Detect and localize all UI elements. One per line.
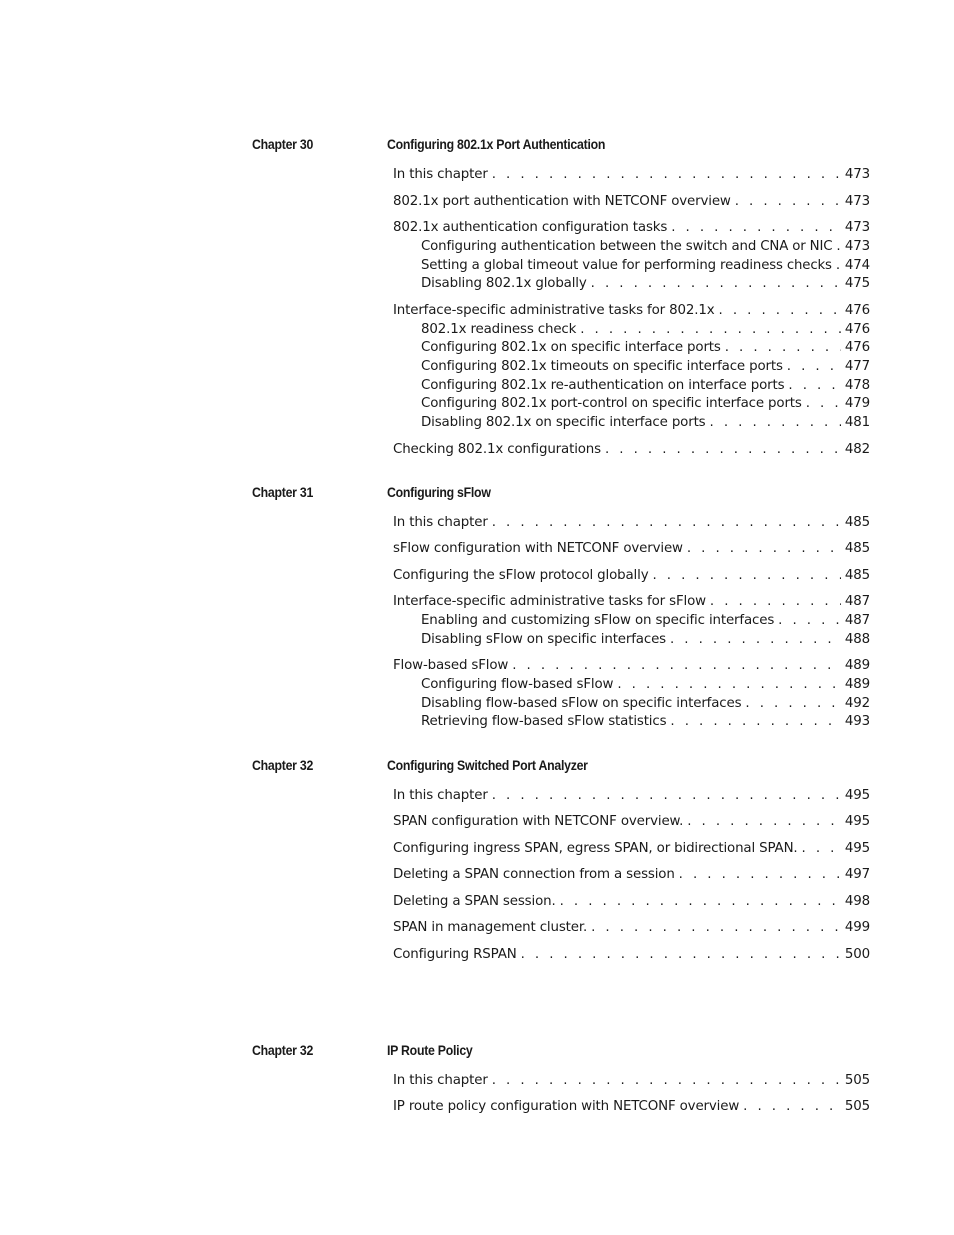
toc-entry-title: Configuring 802.1x port-control on specific interface ports <box>421 396 802 411</box>
dot-leader <box>687 540 841 558</box>
toc-entry[interactable] <box>421 713 870 731</box>
dot-leader <box>580 321 841 339</box>
toc-entry[interactable] <box>421 612 870 630</box>
toc-entry-page-number: 497 <box>844 867 870 882</box>
toc-entry[interactable] <box>421 395 870 413</box>
toc-entry-page-number: 481 <box>844 415 870 430</box>
dot-leader <box>617 676 841 694</box>
toc-entry-page-number: 479 <box>844 396 870 411</box>
toc-entry[interactable] <box>421 695 870 713</box>
toc-entry[interactable] <box>393 866 870 884</box>
toc-entry[interactable] <box>393 787 870 805</box>
toc-entry[interactable] <box>393 813 870 831</box>
toc-entry-title: Checking 802.1x configurations <box>393 442 601 457</box>
toc-entry-title: In this chapter <box>393 1073 488 1088</box>
toc-entry-page-number: 498 <box>844 894 870 909</box>
toc-entry-title: Interface-specific administrative tasks for 802.1x <box>393 303 715 318</box>
dot-leader <box>492 166 841 184</box>
chapter-title: Configuring sFlow <box>387 484 491 500</box>
toc-entry[interactable] <box>421 275 870 293</box>
toc-entry-title: Disabling 802.1x on specific interface ports <box>421 415 706 430</box>
dot-leader <box>652 567 841 585</box>
dot-leader <box>745 695 841 713</box>
dot-leader <box>679 866 841 884</box>
toc-entry-page-number: 473 <box>844 220 870 235</box>
toc-entry-title: SPAN configuration with NETCONF overview. <box>393 814 684 829</box>
toc-entry-page-number: 487 <box>844 613 870 628</box>
toc-entry-title: Disabling flow-based sFlow on specific interfaces <box>421 696 742 711</box>
toc-entry-page-number: 478 <box>844 378 870 393</box>
toc-entry[interactable] <box>393 302 870 320</box>
toc-entry-title: Enabling and customizing sFlow on specific interfaces <box>421 613 775 628</box>
toc-entry-page-number: 473 <box>844 194 870 209</box>
toc-entry-page-number: 495 <box>844 814 870 829</box>
toc-entry-title: Retrieving flow-based sFlow statistics <box>421 714 667 729</box>
toc-entry-title: Configuring the sFlow protocol globally <box>393 568 649 583</box>
chapter-title: Configuring Switched Port Analyzer <box>387 757 588 773</box>
toc-entry[interactable] <box>393 567 870 585</box>
chapter-title: Configuring 802.1x Port Authentication <box>387 136 606 152</box>
toc-entry-title: Flow-based sFlow <box>393 658 509 673</box>
toc-entry[interactable] <box>393 1098 870 1116</box>
dot-leader <box>710 593 841 611</box>
toc-entry-page-number: 489 <box>844 677 870 692</box>
dot-leader <box>802 840 841 858</box>
toc-entry[interactable] <box>393 946 870 964</box>
toc-entry-page-number: 485 <box>844 568 870 583</box>
chapter-label: Chapter 30 <box>252 136 314 152</box>
toc-entry-page-number: 476 <box>844 340 870 355</box>
toc-entry-page-number: 485 <box>844 515 870 530</box>
chapter-label: Chapter 32 <box>252 757 314 773</box>
dot-leader <box>735 193 841 211</box>
toc-entry[interactable] <box>393 540 870 558</box>
toc-entry-page-number: 475 <box>844 276 870 291</box>
toc-entry-page-number: 482 <box>844 442 870 457</box>
dot-leader <box>591 275 841 293</box>
toc-entry-page-number: 499 <box>844 920 870 935</box>
toc-entry-page-number: 488 <box>844 632 870 647</box>
toc-entry-title: Disabling sFlow on specific interfaces <box>421 632 666 647</box>
toc-entry-page-number: 473 <box>844 239 870 254</box>
toc-entry-title: 802.1x readiness check <box>421 322 577 337</box>
toc-entry[interactable] <box>421 358 870 376</box>
dot-leader <box>560 893 841 911</box>
toc-entry-title: In this chapter <box>393 167 488 182</box>
toc-entry-page-number: 474 <box>844 258 870 273</box>
toc-entry-title: Configuring 802.1x re-authentication on interface ports <box>421 378 785 393</box>
toc-entry-page-number: 477 <box>844 359 870 374</box>
toc-entry-title: Configuring RSPAN <box>393 947 517 962</box>
toc-entry[interactable] <box>393 919 870 937</box>
dot-leader <box>725 339 841 357</box>
dot-leader <box>787 358 841 376</box>
dot-leader <box>492 1072 841 1090</box>
toc-entry-title: Configuring flow-based sFlow <box>421 677 614 692</box>
toc-entry[interactable] <box>393 1072 870 1090</box>
toc-entry-page-number: 473 <box>844 167 870 182</box>
toc-entry-title: 802.1x authentication configuration tasks <box>393 220 668 235</box>
dot-leader <box>492 514 841 532</box>
toc-entry[interactable] <box>421 238 870 256</box>
chapter-label: Chapter 31 <box>252 484 314 500</box>
toc-entry-page-number: 492 <box>844 696 870 711</box>
toc-entry-title: Interface-specific administrative tasks for sFlow <box>393 594 706 609</box>
toc-entry-page-number: 487 <box>844 594 870 609</box>
dot-leader <box>670 713 841 731</box>
dot-leader <box>671 219 841 237</box>
toc-entry[interactable] <box>393 441 870 459</box>
toc-entry[interactable] <box>393 219 870 237</box>
dot-leader <box>670 631 841 649</box>
toc-entry-page-number: 505 <box>844 1099 870 1114</box>
toc-entry-title: Setting a global timeout value for performing readiness checks <box>421 258 832 273</box>
dot-leader <box>788 377 841 395</box>
toc-entry[interactable] <box>421 257 870 275</box>
dot-leader <box>512 657 841 675</box>
toc-entry[interactable] <box>393 893 870 911</box>
toc-entry-page-number: 476 <box>844 303 870 318</box>
toc-entry-title: Configuring 802.1x on specific interface ports <box>421 340 721 355</box>
toc-entry-title: SPAN in management cluster. <box>393 920 588 935</box>
toc-entry-page-number: 493 <box>844 714 870 729</box>
toc-entry-page-number: 500 <box>844 947 870 962</box>
dot-leader <box>743 1098 841 1116</box>
toc-entry-title: Disabling 802.1x globally <box>421 276 587 291</box>
dot-leader <box>806 395 841 413</box>
toc-entry[interactable] <box>421 631 870 649</box>
toc-entry-title: Configuring authentication between the switch and CNA or NIC <box>421 239 833 254</box>
dot-leader <box>687 813 841 831</box>
toc-entry[interactable] <box>421 414 870 432</box>
dot-leader <box>778 612 841 630</box>
toc-entry[interactable] <box>393 657 870 675</box>
chapter-label: Chapter 32 <box>252 1042 314 1058</box>
dot-leader <box>591 919 841 937</box>
toc-entry-title: In this chapter <box>393 788 488 803</box>
toc-entry-page-number: 476 <box>844 322 870 337</box>
dot-leader <box>719 302 842 320</box>
toc-entry-title: Configuring ingress SPAN, egress SPAN, or bidirectional SPAN. <box>393 841 798 856</box>
dot-leader <box>836 257 841 275</box>
toc-entry[interactable] <box>421 676 870 694</box>
toc-entry-page-number: 489 <box>844 658 870 673</box>
toc-entry[interactable] <box>393 840 870 858</box>
toc-entry[interactable] <box>421 339 870 357</box>
dot-leader <box>521 946 841 964</box>
toc-entry-title: Deleting a SPAN session. <box>393 894 556 909</box>
toc-entry-page-number: 495 <box>844 788 870 803</box>
toc-entry[interactable] <box>393 193 870 211</box>
toc-entry[interactable] <box>393 166 870 184</box>
dot-leader <box>836 238 841 256</box>
toc-entry[interactable] <box>421 321 870 339</box>
dot-leader <box>710 414 841 432</box>
dot-leader <box>605 441 841 459</box>
toc-entry-page-number: 505 <box>844 1073 870 1088</box>
toc-entry[interactable] <box>393 514 870 532</box>
toc-entry[interactable] <box>393 593 870 611</box>
toc-entry-page-number: 495 <box>844 841 870 856</box>
toc-entry-title: Deleting a SPAN connection from a session <box>393 867 675 882</box>
dot-leader <box>492 787 841 805</box>
toc-entry-title: 802.1x port authentication with NETCONF overview <box>393 194 731 209</box>
chapter-title: IP Route Policy <box>387 1042 473 1058</box>
toc-entry-title: Configuring 802.1x timeouts on specific interface ports <box>421 359 783 374</box>
toc-entry-title: IP route policy configuration with NETCONF overview <box>393 1099 740 1114</box>
toc-entry-page-number: 485 <box>844 541 870 556</box>
toc-entry-title: sFlow configuration with NETCONF overview <box>393 541 683 556</box>
toc-entry-title: In this chapter <box>393 515 488 530</box>
toc-entry[interactable] <box>421 377 870 395</box>
